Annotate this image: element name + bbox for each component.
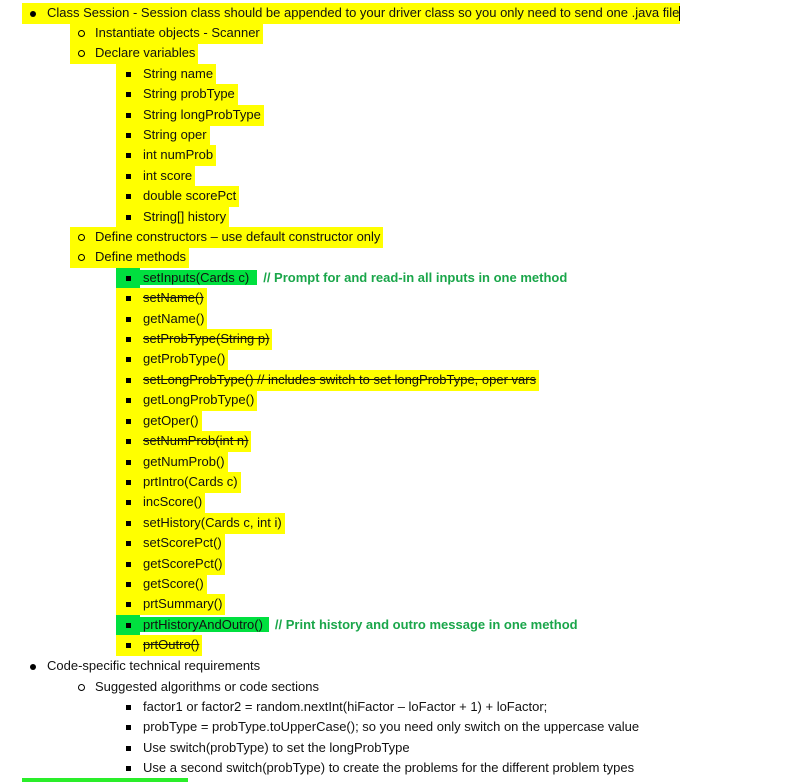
square-bullet-icon (116, 533, 140, 554)
list-item-text: getProbType() (140, 349, 228, 370)
highlight-strip (22, 778, 188, 782)
list-item-text: Suggested algorithms or code sections (95, 679, 320, 694)
square-bullet-icon (116, 717, 140, 738)
square-bullet-icon (116, 758, 140, 779)
list-item-text: String name (140, 64, 216, 85)
square-bullet-icon (116, 697, 140, 718)
bullet-icon (22, 656, 44, 677)
square-bullet-icon (116, 370, 140, 391)
square-bullet-icon (116, 390, 140, 411)
list-item-text (140, 615, 578, 636)
square-bullet-icon (116, 64, 140, 85)
square-bullet-icon (116, 145, 140, 166)
list-item-text: Use a second switch(probType) to create the problems for the different problem types (143, 760, 635, 775)
square-bullet-icon (116, 472, 140, 493)
list-item-text: incScore() (140, 492, 205, 513)
list-item-text: getOper() (140, 411, 202, 432)
square-bullet-icon (116, 125, 140, 146)
method-comment: // Prompt for and read-in all inputs in one method (263, 270, 568, 285)
list-item-text: setProbType(String p) (140, 329, 272, 350)
text-cursor (679, 6, 680, 21)
square-bullet-icon (116, 329, 140, 350)
list-item-text: setName() (140, 288, 207, 309)
list-item-text: getNumProb() (140, 452, 228, 473)
square-bullet-icon (116, 738, 140, 759)
list-item-text: factor1 or factor2 = random.nextInt(hiFactor – loFactor + 1) + loFactor; (143, 699, 548, 714)
square-bullet-icon (116, 513, 140, 534)
list-item-text: String longProbType (140, 105, 264, 126)
list-item-text: Define constructors – use default constructor only (92, 227, 383, 248)
list-item-text: setNumProb(int n) (140, 431, 251, 452)
square-bullet-icon (116, 594, 140, 615)
list-item-text: getScorePct() (140, 554, 225, 575)
list-item-text: prtOutro() (140, 635, 202, 656)
square-bullet-icon (116, 349, 140, 370)
list-item-text: prtSummary() (140, 594, 225, 615)
list-item-text: int score (140, 166, 195, 187)
square-bullet-icon (116, 166, 140, 187)
list-item-text: setLongProbType() // includes switch to set longProbType, oper vars (140, 370, 539, 391)
list-item-text: Use switch(probType) to set the longProbType (143, 740, 410, 755)
list-item-text: Code-specific technical requirements (47, 658, 261, 673)
circle-bullet-icon (70, 43, 92, 64)
list-item-text: probType = probType.toUpperCase(); so you need only switch on the uppercase value (143, 719, 640, 734)
circle-bullet-icon (70, 677, 92, 698)
list-item-text: prtIntro(Cards c) (140, 472, 241, 493)
square-bullet-icon (116, 554, 140, 575)
list-item-text: int numProb (140, 145, 216, 166)
list-item-text (140, 268, 567, 289)
circle-bullet-icon (70, 227, 92, 248)
list-item-text: setScorePct() (140, 533, 225, 554)
circle-bullet-icon (70, 247, 92, 268)
list-item-text: getScore() (140, 574, 207, 595)
list-item-text: Declare variables (92, 43, 198, 64)
list-item-text: String oper (140, 125, 210, 146)
list-item-text: getLongProbType() (140, 390, 257, 411)
list-item-text: setHistory(Cards c, int i) (140, 513, 285, 534)
square-bullet-icon (116, 309, 140, 330)
list-item-text: Instantiate objects - Scanner (92, 23, 263, 44)
square-bullet-icon (116, 186, 140, 207)
square-bullet-icon (116, 268, 140, 289)
list-item-text: Define methods (92, 247, 189, 268)
square-bullet-icon (116, 635, 140, 656)
square-bullet-icon (116, 452, 140, 473)
bullet-icon (22, 3, 44, 24)
method-name: setInputs(Cards c) (140, 270, 257, 285)
list-item-text: double scorePct (140, 186, 239, 207)
square-bullet-icon (116, 615, 140, 636)
square-bullet-icon (116, 574, 140, 595)
square-bullet-icon (116, 431, 140, 452)
list-item-text: String[] history (140, 207, 229, 228)
square-bullet-icon (116, 411, 140, 432)
method-comment: // Print history and outro message in one method (274, 617, 578, 632)
square-bullet-icon (116, 492, 140, 513)
method-name: prtHistoryAndOutro() (140, 617, 269, 632)
square-bullet-icon (116, 207, 140, 228)
list-item-text: Class Session - Session class should be appended to your driver class so you only need to send one .java file (44, 3, 680, 24)
list-item-text: getName() (140, 309, 207, 330)
list-item-text: String probType (140, 84, 238, 105)
circle-bullet-icon (70, 23, 92, 44)
square-bullet-icon (116, 105, 140, 126)
square-bullet-icon (116, 84, 140, 105)
square-bullet-icon (116, 288, 140, 309)
